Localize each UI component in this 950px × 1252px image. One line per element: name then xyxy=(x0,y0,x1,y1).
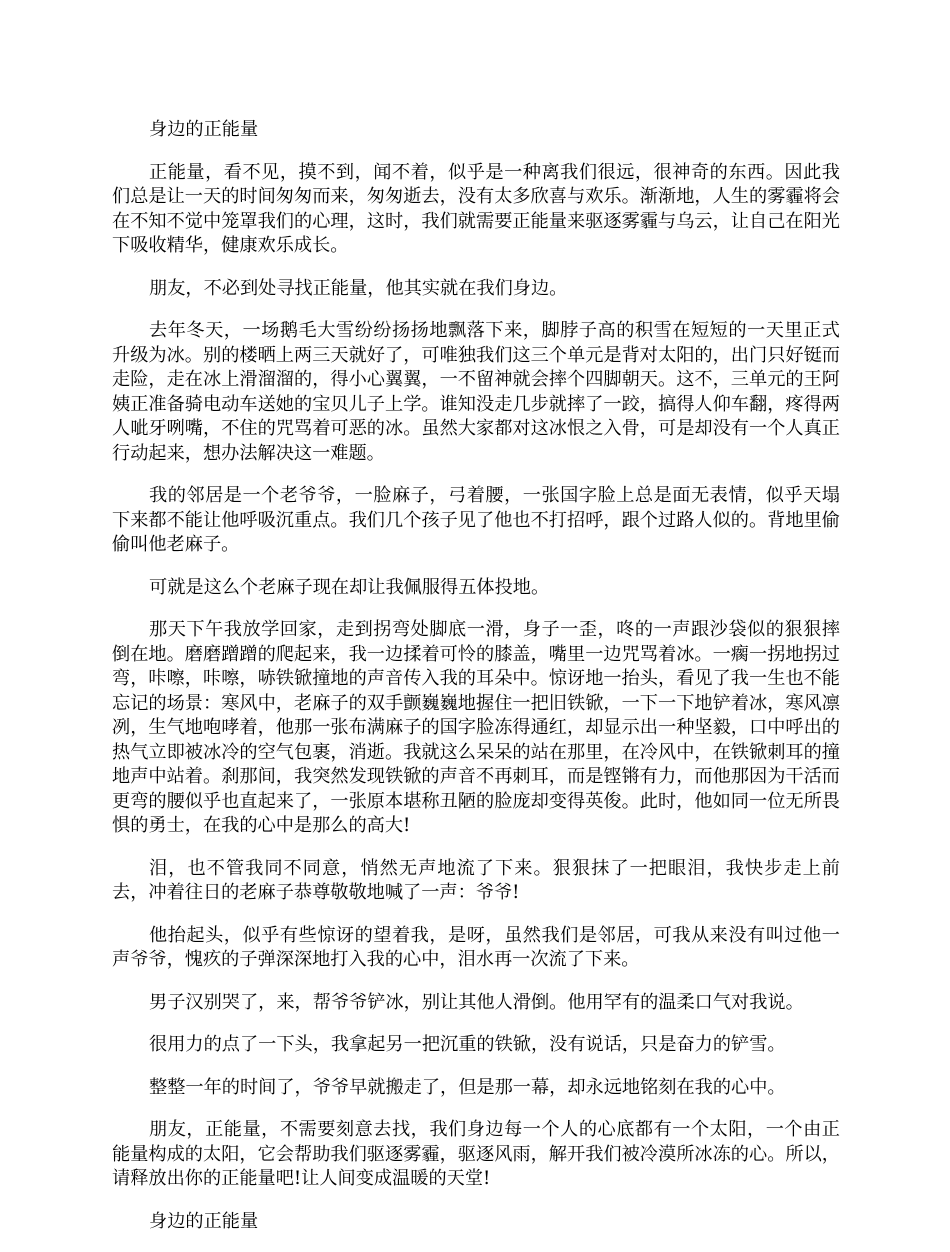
paragraph: 男子汉别哭了，来，帮爷爷铲冰，别让其他人滑倒。他用罕有的温柔口气对我说。 xyxy=(149,991,804,1013)
paragraph: 可就是这么个老麻子现在却让我佩服得五体投地。 xyxy=(149,576,550,598)
paragraph: 很用力的点了一下头，我拿起另一把沉重的铁锨，没有说话，只是奋力的铲雪。 xyxy=(149,1034,786,1055)
document-page xyxy=(112,118,840,1252)
document-footer-title: 身边的正能量 xyxy=(149,1210,259,1232)
paragraph: 去年冬天，一场鹅毛大雪纷纷扬扬地飘落下来，脚脖子高的积雪在短短的一天里正式升级为冰。别的楼晒上两三天就好了，可唯独我们这三个单元是背对太阳的，出门只好铤而走险，走在冰上滑溜溜的，得小心翼翼，一不留神就会摔个四脚朝天。这不，三单元的王阿姨正准备骑电动车送她的宝贝儿子上学。谁知没走几步就摔了一跤，搞得人仰车翻，疼得两人呲牙咧嘴，不住的咒骂着可恶的冰。虽然大家都对这冰恨之入骨，可是却没有一个人真正行动起来，想办法解决这一难题。 xyxy=(112,320,840,464)
paragraph: 泪，也不管我同不同意，悄然无声地流了下来。狠狠抹了一把眼泪，我快步走上前去，冲着往日的老麻子恭尊敬敬地喊了一声：爷爷! xyxy=(112,857,840,903)
paragraph: 他抬起头，似乎有些惊讶的望着我，是呀，虽然我们是邻居，可我从来没有叫过他一声爷爷，愧疚的子弹深深地打入我的心中，泪水再一次流了下来。 xyxy=(112,924,840,970)
paragraph: 那天下午我放学回家，走到拐弯处脚底一滑，身子一歪，咚的一声跟沙袋似的狠狠摔倒在地。磨磨蹭蹭的爬起来，我一边揉着可怜的膝盖，嘴里一边咒骂着冰。一瘸一拐地拐过弯，咔嚓，咔嚓，哧铁锨撞地的声音传入我的耳朵中。惊讶地一抬头，看见了我一生也不能忘记的场景：寒风中，老麻子的双手颤巍巍地握住一把旧铁锨，一下一下地铲着冰，寒风凛冽，生气地咆哮着，他那一张布满麻子的国字脸冻得通红，却显示出一种坚毅，口中呼出的热气立即被冰冷的空气包裹，消逝。我就这么呆呆的站在那里，在冷风中，在铁锨刺耳的撞地声中站着。刹那间，我突然发现铁锨的声音不再刺耳，而是铿锵有力，而他那因为干活而更弯的腰似乎也直起来了，一张原本堪称丑陋的脸庞却变得英俊。此时，他如同一位无所畏惧的勇士，在我的心中是那么的高大! xyxy=(112,619,840,836)
paragraph: 我的邻居是一个老爷爷，一脸麻子，弓着腰，一张国字脸上总是面无表情，似乎天塌下来都不能让他呼吸沉重点。我们几个孩子见了他也不打招呼，跟个过路人似的。背地里偷偷叫他老麻子。 xyxy=(112,485,840,555)
paragraph: 朋友，不必到处寻找正能量，他其实就在我们身边。 xyxy=(149,277,568,299)
document-title: 身边的正能量 xyxy=(149,119,259,140)
paragraph: 正能量，看不见，摸不到，闻不着，似乎是一种离我们很远，很神奇的东西。因此我们总是让一天的时间匆匆而来，匆匆逝去，没有太多欣喜与欢乐。渐渐地，人生的雾霾将会在不知不觉中笼罩我们的心理，这时，我们就需要正能量来驱逐雾霾与乌云，让自己在阳光下吸收精华，健康欢乐成长。 xyxy=(112,161,840,256)
paragraph: 朋友，正能量，不需要刻意去找，我们身边每一个人的心底都有一个太阳，一个由正能量构成的太阳，它会帮助我们驱逐雾霾，驱逐风雨，解开我们被冷漠所冰冻的心。所以，请释放出你的正能量吧!让人间变成温暖的天堂! xyxy=(112,1119,840,1189)
paragraph: 整整一年的时间了，爷爷早就搬走了，但是那一幕，却永远地铭刻在我的心中。 xyxy=(149,1076,786,1098)
